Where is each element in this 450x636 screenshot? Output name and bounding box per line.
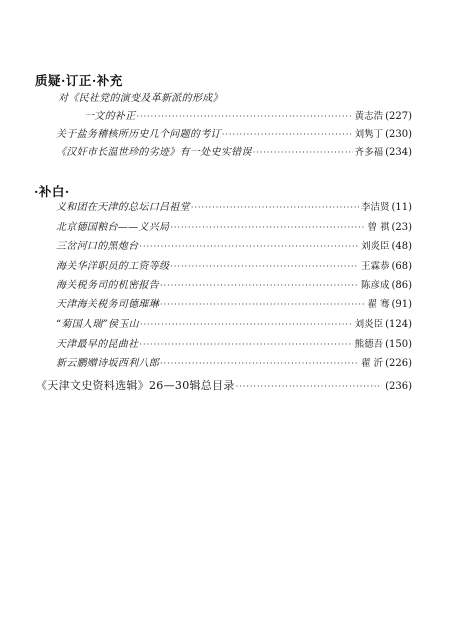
entry-page: (227) xyxy=(385,111,412,122)
toc-entry xyxy=(56,357,412,371)
entry-page: (23) xyxy=(391,222,412,233)
entry-title: 《天津文史资料选辑》26—30辑总目录 xyxy=(36,379,235,392)
entry-author: 王霖恭 xyxy=(360,261,390,272)
dot-leader xyxy=(160,279,359,293)
entry-author: 刘隽丁 xyxy=(354,129,384,140)
dot-leader xyxy=(137,110,353,124)
entry-author: 李洁贤 xyxy=(360,202,390,213)
entry-title: 天津最早的昆曲社 xyxy=(56,339,139,350)
toc-entry xyxy=(56,128,412,142)
entry-title: 对《民社党的演变及革新派的形成》 xyxy=(58,93,223,104)
toc-entry xyxy=(56,279,412,293)
entry-author: 齐多福 xyxy=(354,147,384,158)
entry-title: 一文的补正 xyxy=(84,111,136,122)
entry-page: (86) xyxy=(391,280,412,291)
dot-leader xyxy=(139,338,352,352)
entry-author: 刘炎臣 xyxy=(354,319,384,330)
entry-title: 天津海关税务司德璀琳 xyxy=(56,299,159,310)
entry-author: 曾 祺 xyxy=(367,222,390,233)
entry-page: (91) xyxy=(391,299,412,310)
entry-title: 海关税务司的机密报告 xyxy=(56,280,159,291)
toc-entry xyxy=(84,110,412,124)
entry-author: 熊德吾 xyxy=(354,339,384,350)
dot-leader xyxy=(160,298,365,312)
entry-page: (234) xyxy=(385,147,412,158)
toc-entry xyxy=(56,221,412,235)
entry-title: 新云鹏赠诗坂西利八郎 xyxy=(56,358,159,369)
entry-author: 黄志浩 xyxy=(354,111,384,122)
dot-leader xyxy=(160,357,359,371)
toc-entry-index xyxy=(36,379,412,393)
entry-author: 陈彦成 xyxy=(360,280,390,291)
entry-page: (124) xyxy=(385,319,412,330)
entry-title: 义和团在天津的总坛口吕祖堂 xyxy=(56,202,190,213)
dot-leader xyxy=(236,380,382,394)
entry-page: (226) xyxy=(385,358,412,369)
toc-entry xyxy=(56,240,412,254)
toc-entry xyxy=(56,338,412,352)
dot-leader xyxy=(253,146,353,160)
entry-page: (150) xyxy=(385,339,412,350)
toc-entry xyxy=(56,260,412,274)
toc-entry xyxy=(56,318,412,332)
dot-leader xyxy=(170,221,365,235)
toc-entry xyxy=(56,146,412,160)
toc-entry xyxy=(58,92,388,106)
entry-title: 关于盐务稽核所历史几个问题的考订 xyxy=(56,129,221,140)
entry-title: “菊国人瑞”侯玉山 xyxy=(56,319,139,330)
entry-author: 刘炎臣 xyxy=(360,241,390,252)
entry-page: (11) xyxy=(391,202,412,213)
toc-entry xyxy=(56,201,412,215)
entry-author: 翟 沂 xyxy=(361,358,384,369)
entry-page: (48) xyxy=(391,241,412,252)
entry-title: 《汉奸市长温世珍的劣迹》有一处史实错误 xyxy=(56,147,252,158)
entry-page: (236) xyxy=(385,381,412,392)
dot-leader xyxy=(140,318,353,332)
dot-leader xyxy=(139,240,359,254)
section-heading-corrections: 质疑·订正·补充 xyxy=(35,73,123,88)
entry-title: 海关华洋职员的工资等级 xyxy=(56,261,170,272)
entry-page: (230) xyxy=(385,129,412,140)
entry-title: 北京德国粮台——义兴局 xyxy=(56,222,170,233)
dot-leader xyxy=(191,201,359,215)
entry-title: 三岔河口的黑炮台 xyxy=(56,241,139,252)
section-heading-fillers: ·补白· xyxy=(34,184,70,199)
entry-page: (68) xyxy=(391,261,412,272)
toc-entry xyxy=(56,298,412,312)
entry-author: 翟 骞 xyxy=(367,299,390,310)
dot-leader xyxy=(222,128,353,142)
dot-leader xyxy=(170,260,359,274)
